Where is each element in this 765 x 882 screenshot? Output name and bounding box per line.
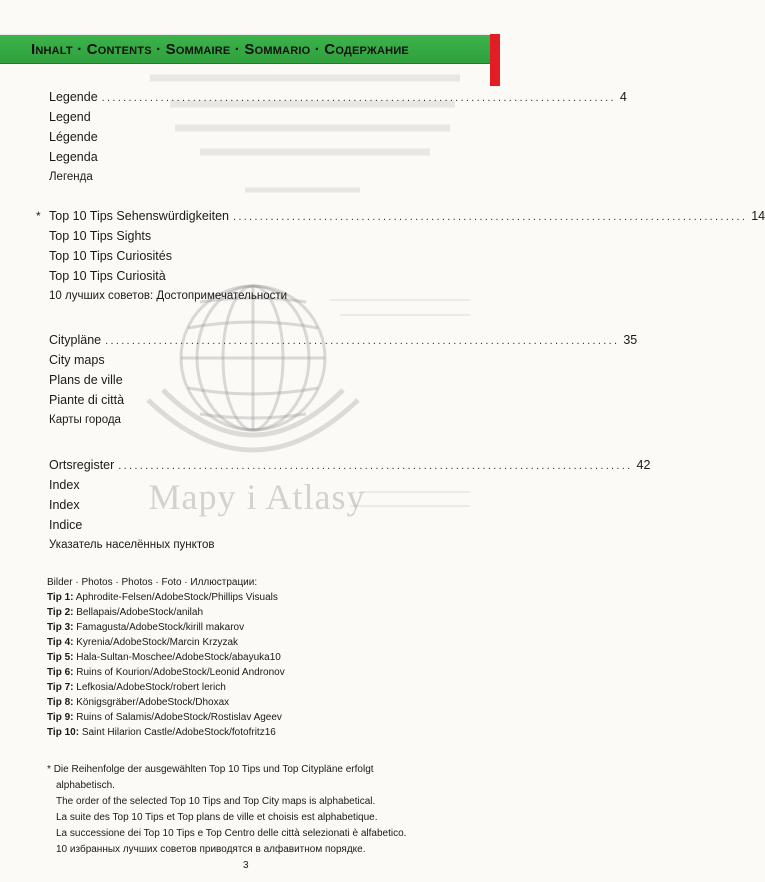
credit-row — [47, 665, 467, 680]
credit-row — [47, 590, 467, 605]
credit-tip-label: Tip 5: — [47, 652, 74, 663]
credit-text: Hala-Sultan-Moschee/AdobeStock/abayuka10 — [76, 652, 281, 663]
toc-translation: Index — [49, 498, 80, 512]
toc-label: Legende — [49, 90, 98, 104]
footnote-line: La suite des Top 10 Tips et Top plans de ville et choisis est alphabetique. — [56, 812, 378, 823]
toc-translation: Карты города — [49, 414, 121, 426]
toc-page-number: 42 — [636, 458, 651, 472]
credit-text: Ruins of Kourion/AdobeStock/Leonid Andronov — [76, 667, 285, 678]
toc-translation: Legend — [49, 110, 91, 124]
credit-tip-label: Tip 10: — [47, 727, 80, 738]
thumb-index-tab — [490, 34, 500, 86]
footnote-line — [47, 762, 487, 778]
credit-text: Bellapais/AdobeStock/anilah — [76, 607, 204, 618]
toc-translation: Plans de ville — [49, 373, 123, 387]
dot-leader: ................................................................................................ — [101, 92, 616, 104]
credit-text: Kyrenia/AdobeStock/Marcin Krzyzak — [76, 637, 238, 648]
credit-tip-label: Tip 1: — [47, 592, 74, 603]
toc-row[interactable] — [36, 206, 765, 226]
credit-row — [47, 695, 467, 710]
credit-row — [47, 620, 467, 635]
toc-translation: Index — [49, 478, 80, 492]
credit-text: Lefkosia/AdobeStock/robert lerich — [76, 682, 226, 693]
credit-row — [47, 710, 467, 725]
credit-tip-label: Tip 9: — [47, 712, 74, 723]
credit-text: Königsgräber/AdobeStock/Dhoxax — [76, 697, 230, 708]
footnote-text: Die Reihenfolge der ausgewählten Top 10 Tips und Top Citypläne erfolgt — [53, 764, 374, 775]
toc-label: Citypläne — [49, 333, 102, 347]
dot-leader: ................................................................................................ — [232, 211, 748, 223]
toc-label: Top 10 Tips Sehenswürdigkeiten — [49, 209, 229, 223]
toc-entry-index — [49, 455, 651, 555]
toc-page-number: 35 — [623, 333, 638, 347]
toc-page-number: 14 — [751, 209, 765, 223]
toc-translation: Indice — [49, 518, 83, 532]
toc-translation: Légende — [49, 130, 98, 144]
toc-page-number: 4 — [619, 90, 627, 104]
toc-translation: Легенда — [49, 171, 93, 183]
credit-row — [47, 725, 467, 740]
credit-text: Famagusta/AdobeStock/kirill makarov — [76, 622, 245, 633]
footnote — [47, 762, 487, 858]
page-number: 3 — [243, 860, 249, 871]
contents-heading: Inhalt · Contents · Sommaire · Sommario · Содержание — [31, 41, 409, 58]
toc-entry-top10 — [36, 206, 765, 306]
credit-row — [47, 650, 467, 665]
credit-text: Aphrodite-Felsen/AdobeStock/Phillips Visuals — [75, 592, 278, 603]
credit-tip-label: Tip 4: — [47, 637, 74, 648]
dot-leader: ................................................................................................ — [118, 460, 633, 472]
credits-heading: Bilder · Photos · Photos · Foto · Иллюстрации: — [47, 577, 258, 588]
credit-text: Ruins of Salamis/AdobeStock/Rostislav Ageev — [76, 712, 282, 723]
credit-row — [47, 680, 467, 695]
header-bar — [0, 34, 500, 64]
footnote-marker: * — [47, 764, 51, 775]
toc-entry-legend — [49, 87, 627, 187]
toc-translation: 10 лучших советов: Достопримечательности — [49, 290, 288, 302]
footnote-line: La successione dei Top 10 Tips e Top Centro delle città selezionati è alfabetico. — [56, 828, 407, 839]
footnote-line: The order of the selected Top 10 Tips and Top City maps is alphabetical. — [56, 796, 376, 807]
toc-row[interactable] — [49, 455, 651, 475]
toc-translation: Legenda — [49, 150, 98, 164]
footnote-line: alphabetisch. — [56, 780, 115, 791]
dot-leader: ................................................................................................ — [105, 335, 620, 347]
credit-tip-label: Tip 3: — [47, 622, 74, 633]
toc-row[interactable] — [49, 87, 627, 107]
credit-tip-label: Tip 8: — [47, 697, 74, 708]
toc-translation: Piante di città — [49, 393, 125, 407]
toc-entry-city-maps — [49, 330, 638, 430]
credit-tip-label: Tip 2: — [47, 607, 74, 618]
toc-translation: Указатель населённых пунктов — [49, 539, 215, 551]
toc-row[interactable] — [49, 330, 638, 350]
credit-tip-label: Tip 6: — [47, 667, 74, 678]
credit-text: Saint Hilarion Castle/AdobeStock/fotofritz16 — [81, 727, 276, 738]
photo-credits — [47, 575, 467, 740]
toc-translation: City maps — [49, 353, 105, 367]
toc-translation: Top 10 Tips Curiosità — [49, 269, 166, 283]
credit-row — [47, 635, 467, 650]
footnote-marker: * — [36, 209, 41, 223]
toc-label: Ortsregister — [49, 458, 115, 472]
credit-row — [47, 605, 467, 620]
toc-translation: Top 10 Tips Curiosités — [49, 249, 172, 263]
credit-tip-label: Tip 7: — [47, 682, 74, 693]
watermark-text: Mapy i Atlasy — [148, 477, 366, 517]
toc-translation: Top 10 Tips Sights — [49, 229, 152, 243]
footnote-line: 10 избранных лучших советов приводятся в алфавитном порядке. — [56, 844, 366, 855]
